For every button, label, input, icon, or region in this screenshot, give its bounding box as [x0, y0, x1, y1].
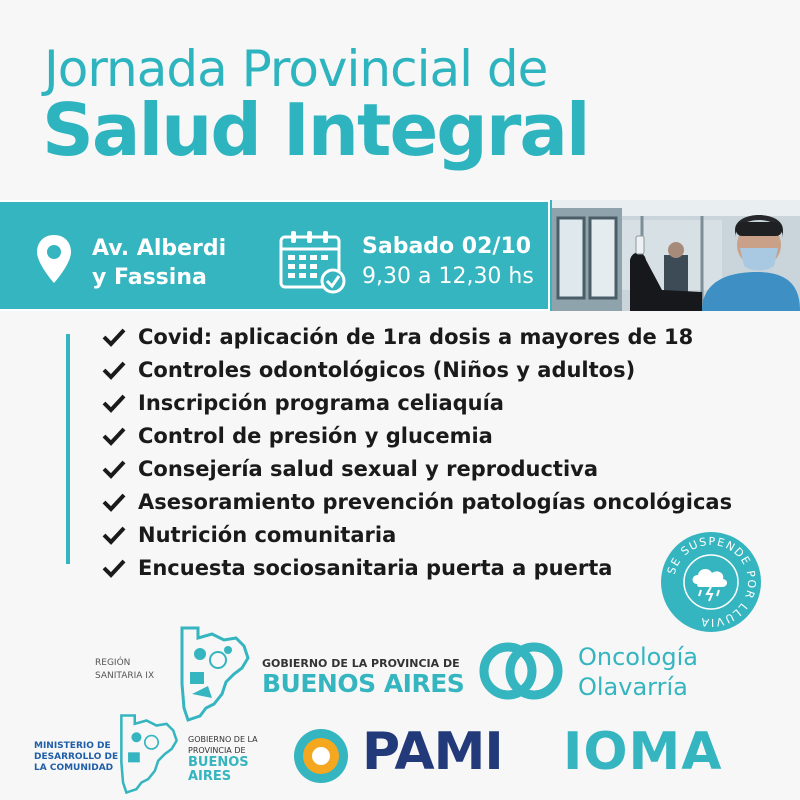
list-accent-bar [66, 334, 70, 564]
location-text [92, 234, 226, 292]
gobierno-buenos-aires-logo: GOBIERNO DE LA PROVINCIA DE BUENOS AIRES [262, 657, 465, 698]
rain-suspension-badge [661, 532, 761, 632]
checkmark-icon [102, 492, 128, 512]
gobierno-buenos-aires-small-logo: GOBIERNO DE LA PROVINCIA DE BUENOS AIRES [188, 735, 258, 784]
map-pin-icon [34, 233, 74, 289]
oncologia-rings-icon [478, 640, 564, 706]
services-list [102, 320, 732, 584]
checkmark-icon [102, 525, 128, 545]
list-item: Controles odontológicos (Niños y adultos) [102, 353, 732, 386]
badge-text: SE SUSPENDE POR LLUVIA [664, 534, 759, 630]
checkmark-icon [102, 459, 128, 479]
rain-cloud-icon [693, 569, 727, 601]
list-item: Encuesta sociosanitaria puerta a puerta [102, 551, 732, 584]
checkmark-icon [102, 393, 128, 413]
list-item: Asesoramiento prevención patologías oncológicas [102, 485, 732, 518]
checkmark-icon [102, 360, 128, 380]
calendar-check-icon [278, 229, 348, 299]
event-hours: 9,30 a 12,30 hs [362, 264, 534, 289]
list-item: Consejería salud sexual y reproductiva [102, 452, 732, 485]
title-line-1: Jornada Provincial de [44, 40, 548, 98]
buenos-aires-map-logo [178, 624, 252, 728]
event-date: Sabado 02/10 [362, 234, 532, 259]
checkmark-icon [102, 426, 128, 446]
location-line-1: Av. Alberdi [92, 236, 227, 261]
checkmark-icon [102, 327, 128, 347]
list-item: Inscripción programa celiaquía [102, 386, 732, 419]
ministerio-desarrollo-label: MINISTERIO DE DESARROLLO DE LA COMUNIDAD [34, 741, 119, 773]
list-item: Nutrición comunitaria [102, 518, 732, 551]
pami-circle-icon [292, 727, 350, 789]
checkmark-icon [102, 558, 128, 578]
list-item: Covid: aplicación de 1ra dosis a mayores de 18 [102, 320, 732, 353]
pami-logo: PAMI [362, 722, 503, 782]
list-item: Control de presión y glucemia [102, 419, 732, 452]
ioma-logo: IOMA [563, 722, 723, 782]
location-line-2: y Fassina [92, 265, 207, 290]
region-sanitaria-label: REGIÓN SANITARIA IX [95, 658, 155, 681]
title-line-2: Salud Integral [42, 88, 589, 172]
oncologia-olavarria-logo: Oncología Olavarría [578, 643, 698, 701]
nurse-photo [552, 200, 800, 311]
buenos-aires-map-small-logo [118, 712, 180, 800]
